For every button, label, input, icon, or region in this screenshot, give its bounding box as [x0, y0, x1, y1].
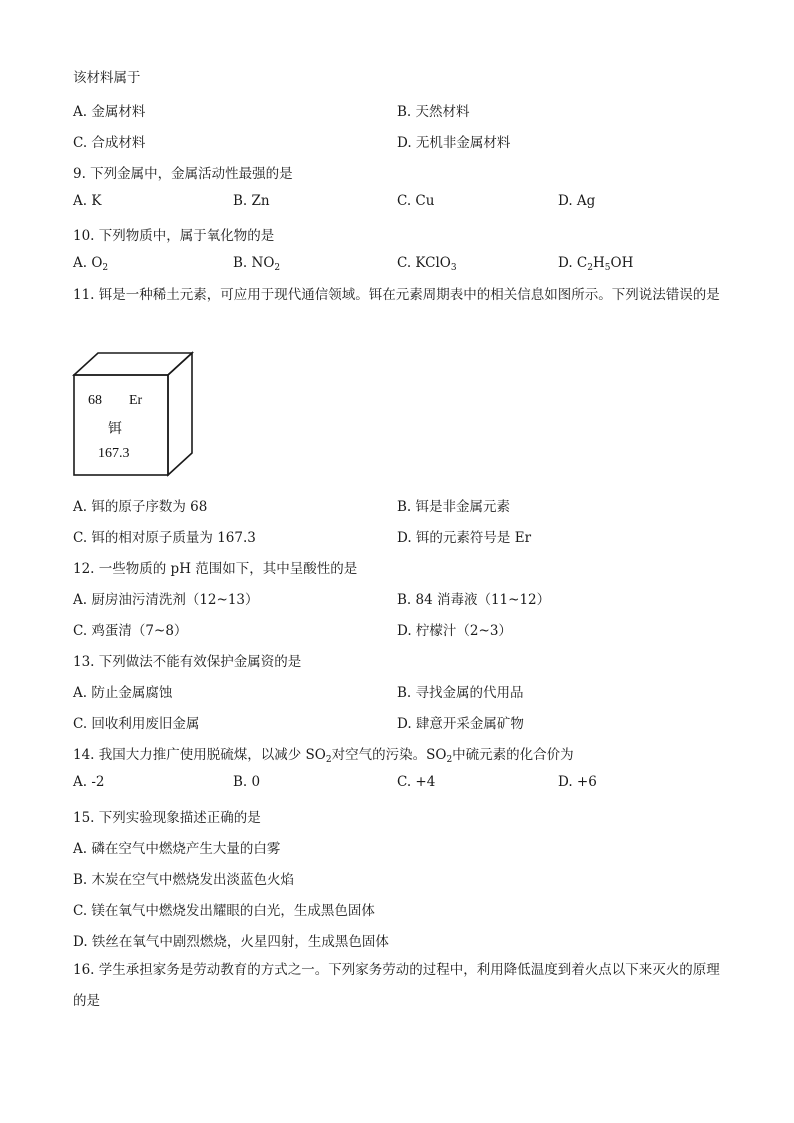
q15-option-b: B. 木炭在空气中燃烧发出淡蓝色火焰	[73, 872, 295, 888]
q12-stem: 12. 一些物质的 pH 范围如下，其中呈酸性的是	[73, 561, 358, 577]
q15-stem: 15. 下列实验现象描述正确的是	[73, 810, 261, 826]
q9-option-a: A. K	[73, 193, 102, 209]
q9-option-c: C. Cu	[397, 193, 435, 209]
q14-stem: 14. 我国大力推广使用脱硫煤，以减少 $SO_2$对空气的污染。$SO_2$中硫元素的化合价为	[73, 747, 574, 765]
q13-option-a: A. 防止金属腐蚀	[73, 685, 173, 701]
q15-option-d: D. 铁丝在氧气中剧烈燃烧，火星四射，生成黑色固体	[73, 934, 389, 950]
q13-option-b: B. 寻找金属的代用品	[397, 685, 524, 701]
q10-option-d: D. $C_2H_5OH$	[558, 255, 634, 273]
q15-option-a: A. 磷在空气中燃烧产生大量的白雾	[73, 841, 281, 857]
q9-option-b: B. Zn	[233, 193, 270, 209]
q10-option-c: C. KClO$_3$	[397, 255, 457, 273]
q14-option-c: C. +4	[397, 774, 436, 790]
q8-option-b: B. 天然材料	[397, 104, 470, 120]
element-atomic-number: 68	[88, 393, 102, 408]
q11-option-b: B. 铒是非金属元素	[397, 499, 511, 515]
q12-option-d: D. 柠檬汁（2~3）	[397, 623, 512, 639]
q14-option-d: D. +6	[558, 774, 597, 790]
q16-stem: 16. 学生承担家务是劳动教育的方式之一。下列家务劳动的过程中，利用降低温度到着火点以下来灭火的原理的是	[73, 962, 720, 1009]
q9-stem: 9. 下列金属中，金属活动性最强的是	[73, 166, 293, 182]
q9-option-d: D. Ag	[558, 193, 596, 209]
q15-option-c: C. 镁在氧气中燃烧发出耀眼的白光，生成黑色固体	[73, 903, 375, 919]
q14-option-a: A. -2	[73, 774, 105, 790]
q13-option-c: C. 回收利用废旧金属	[73, 716, 200, 732]
q12-option-c: C. 鸡蛋清（7~8）	[73, 623, 188, 639]
q11-option-c: C. 铒的相对原子质量为 167.3	[73, 530, 256, 546]
q11-option-a: A. 铒的原子序数为 68	[73, 499, 208, 515]
q12-option-b: B. 84 消毒液（11~12）	[397, 592, 551, 608]
element-symbol: Er	[129, 393, 143, 408]
q12-option-a: A. 厨房油污清洗剂（12~13）	[73, 592, 259, 608]
q13-stem: 13. 下列做法不能有效保护金属资的是	[73, 654, 302, 670]
element-atomic-mass: 167.3	[98, 446, 130, 461]
q8-option-d: D. 无机非金属材料	[397, 135, 511, 151]
q8-option-c: C. 合成材料	[73, 135, 146, 151]
intro-text: 该材料属于	[73, 70, 141, 86]
q10-option-b: B. $NO_2$	[233, 255, 281, 273]
element-cell-figure	[72, 351, 196, 482]
element-name: 铒	[108, 422, 122, 437]
q11-stem: 11. 铒是一种稀土元素，可应用于现代通信领域。铒在元素周期表中的相关信息如图所示。下列说法错误的是	[73, 287, 720, 303]
q14-option-b: B. 0	[233, 774, 261, 790]
q10-stem: 10. 下列物质中，属于氧化物的是	[73, 228, 275, 244]
element-cube-graphic	[72, 351, 196, 478]
q13-option-d: D. 肆意开采金属矿物	[397, 716, 524, 732]
q10-option-a: A. $O_2$	[73, 255, 109, 273]
q11-option-d: D. 铒的元素符号是 Er	[397, 530, 532, 546]
q8-option-a: A. 金属材料	[73, 104, 146, 120]
